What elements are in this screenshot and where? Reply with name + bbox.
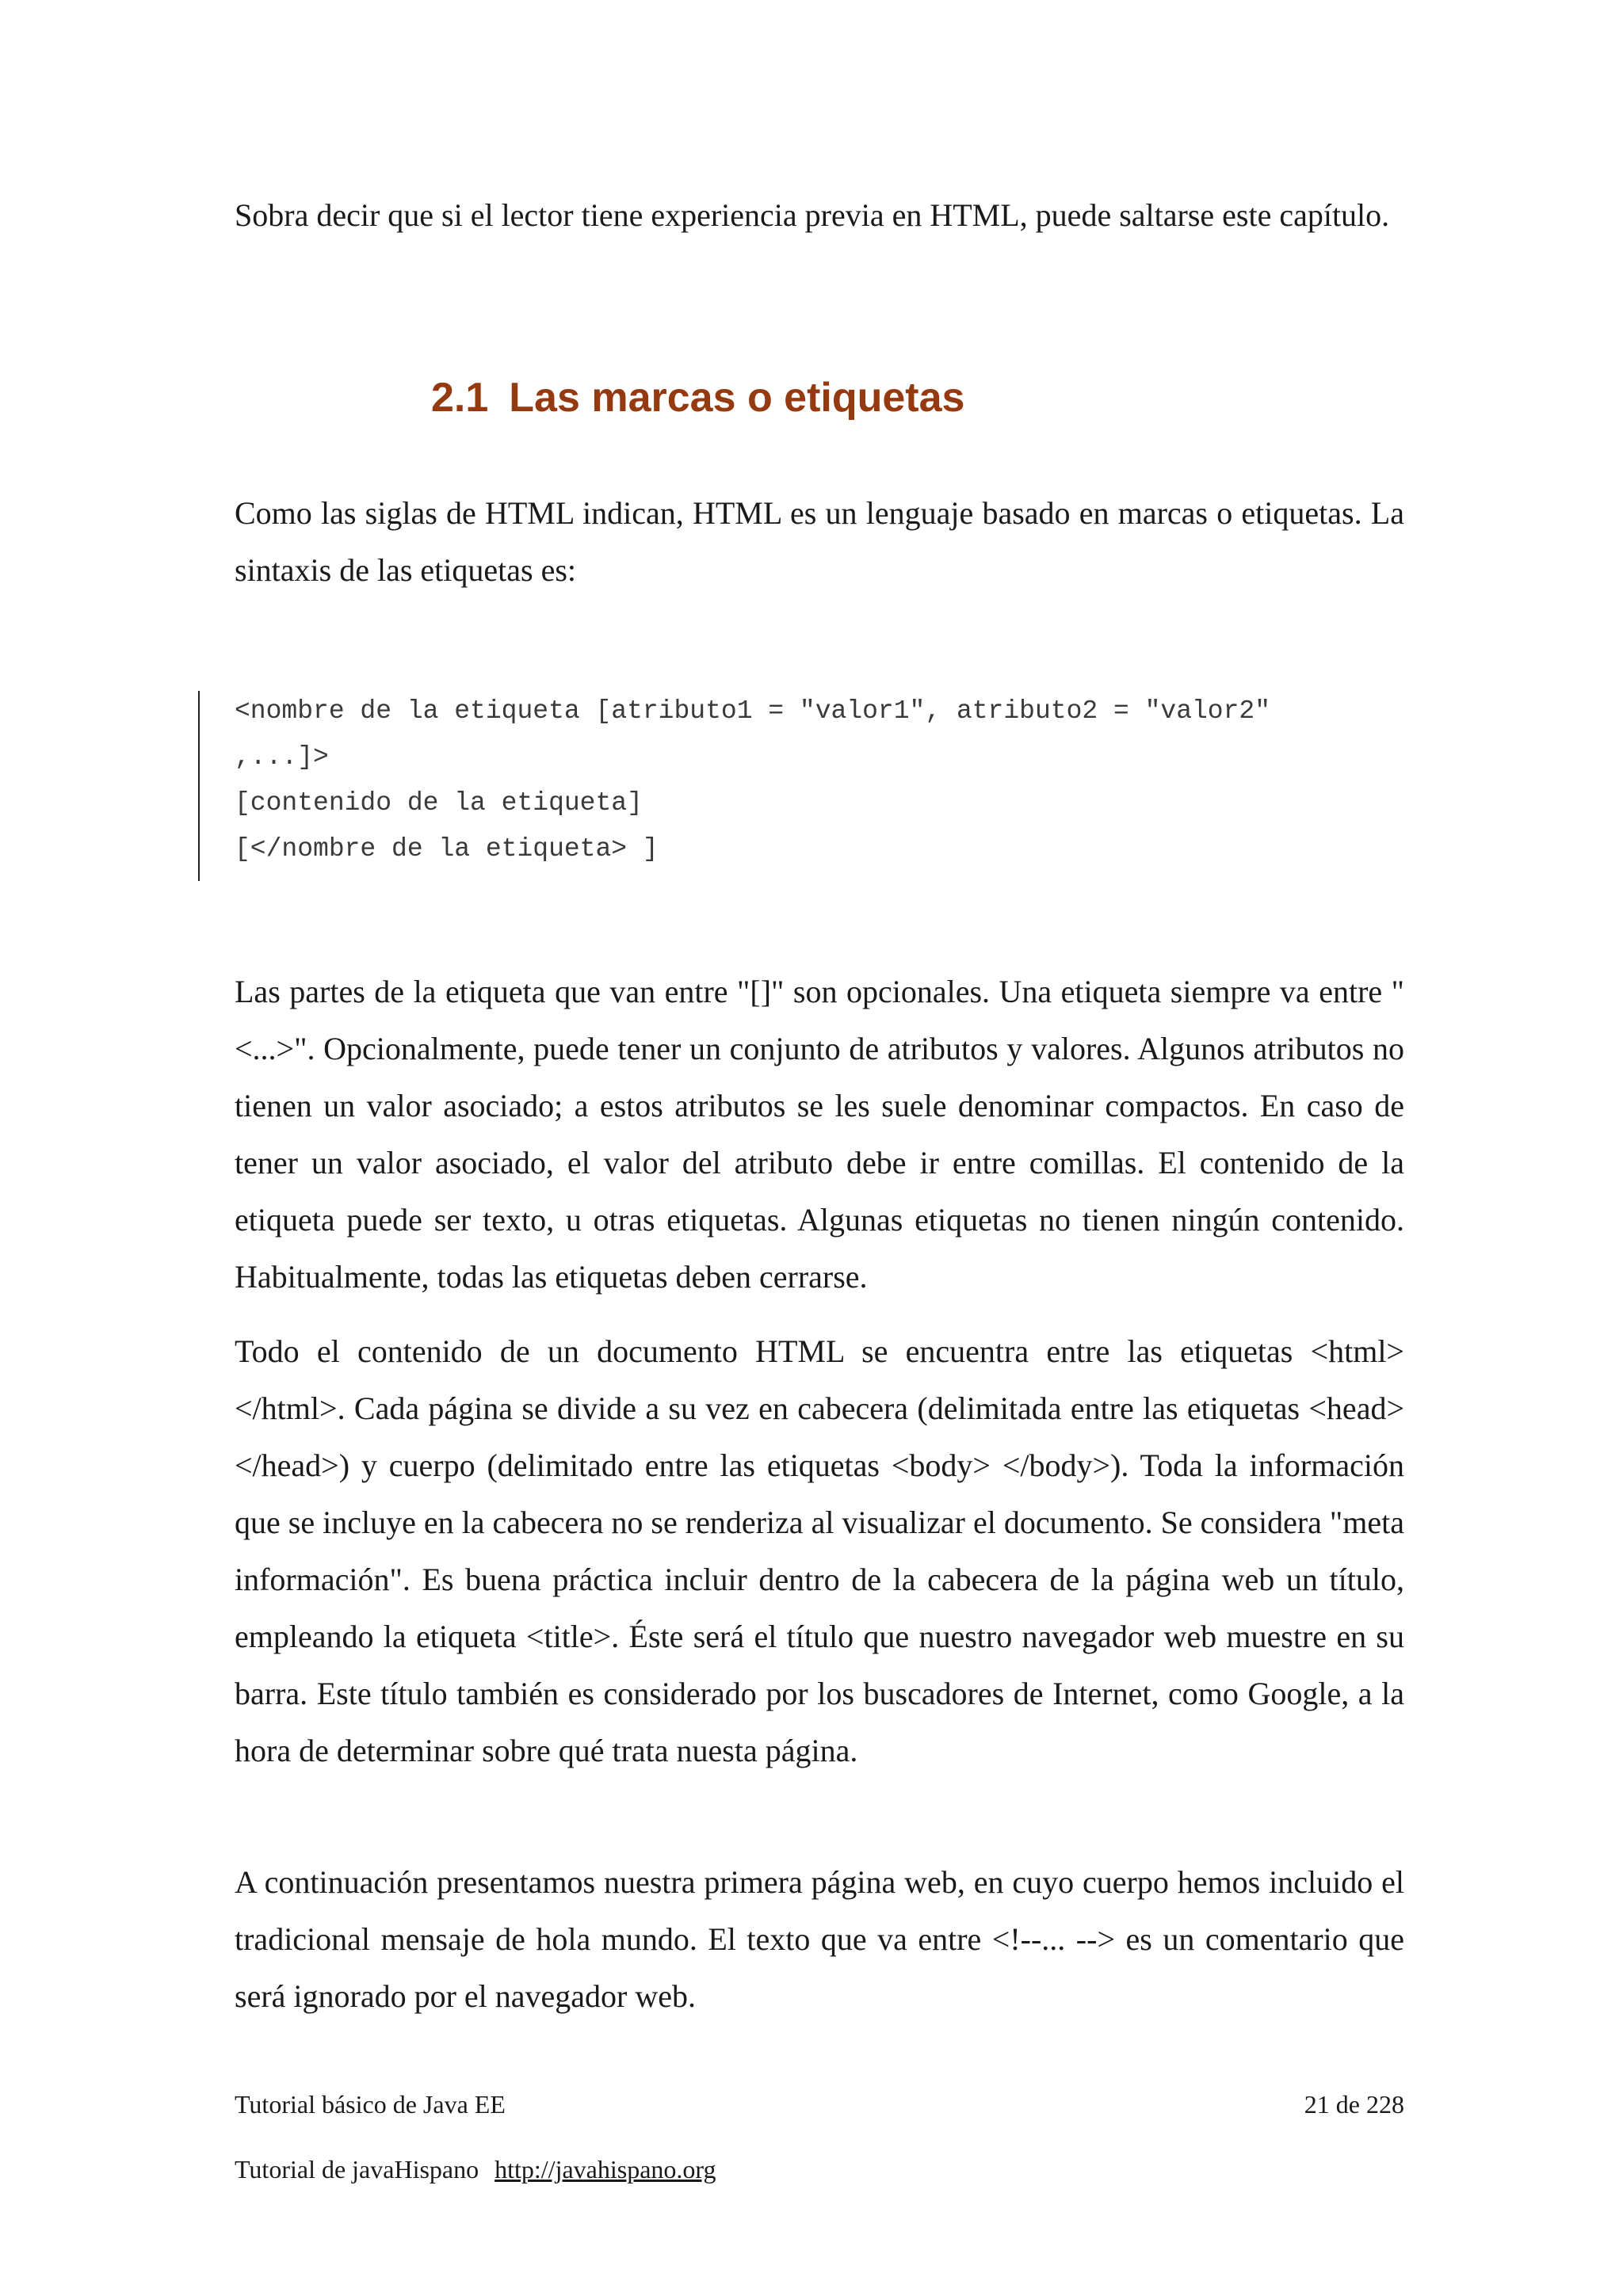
document-structure-paragraph: Todo el contenido de un documento HTML se encuentra entre las etiquetas <html> </html>. Cada página se divide a su vez en cabecera (delimitada entre las etiquetas <head> </head>) y cuerpo (delimitado entre las etiquetas <body> </body>). Toda la información que se incluye en la cabecera no se renderiza al visualizar el documento. Se considera "meta información". Es buena práctica incluir dentro de la cabecera de la página web un título, empleando la etiqueta <title>. Éste será el título que nuestro navegador web muestre en su barra. Este título también es considerado por los buscadores de Internet, como Google, a la hora de determinar sobre qué trata nuesta página. [235,1333,1404,1768]
intro-paragraph: Sobra decir que si el lector tiene experiencia previa en HTML, puede saltarse este capítulo. [235,197,1390,233]
code-line: [contenido de la etiqueta] [235,788,643,818]
page-number: 21 de 228 [1304,2090,1404,2119]
code-block [198,691,1406,881]
syntax-intro-paragraph: Como las siglas de HTML indican, HTML es un lenguaje basado en marcas o etiquetas. La sintaxis de las etiquetas es: [235,495,1404,588]
code-line: ,...]> [235,742,329,772]
code-line: [</nombre de la etiqueta> ] [235,834,659,864]
code-line: <nombre de la etiqueta [atributo1 = "valor1", atributo2 = "valor2" [235,696,1271,726]
tag-parts-paragraph: Las partes de la etiqueta que van entre "[]" son opcionales. Una etiqueta siempre va entre "<...>". Opcionalmente, puede tener un conjunto de atributos y valores. Algunos atributos no tienen un valor asociado; a estos atributos se les suele denominar compactos. En caso de tener un valor asociado, el valor del atributo debe ir entre comillas. El contenido de la etiqueta puede ser texto, u otras etiquetas. Algunas etiquetas no tienen ningún contenido. Habitualmente, todas las etiquetas deben cerrarse. [235,974,1404,1295]
section-number: 2.1 [431,375,489,421]
section-title: Las marcas o etiquetas [509,375,965,421]
first-page-paragraph: A continuación presentamos nuestra primera página web, en cuyo cuerpo hemos incluido el tradicional mensaje de hola mundo. El texto que va entre <!--... --> es un comentario que será ignorado por el navegador web. [235,1864,1404,2014]
section-heading [431,372,964,423]
javahispano-link[interactable]: http://javahispano.org [495,2155,716,2183]
footer-publisher: Tutorial de javaHispano [235,2155,479,2183]
document-page [235,0,1404,2296]
footer-title: Tutorial básico de Java EE [235,2090,506,2119]
footer-publisher-row [235,2153,1404,2185]
